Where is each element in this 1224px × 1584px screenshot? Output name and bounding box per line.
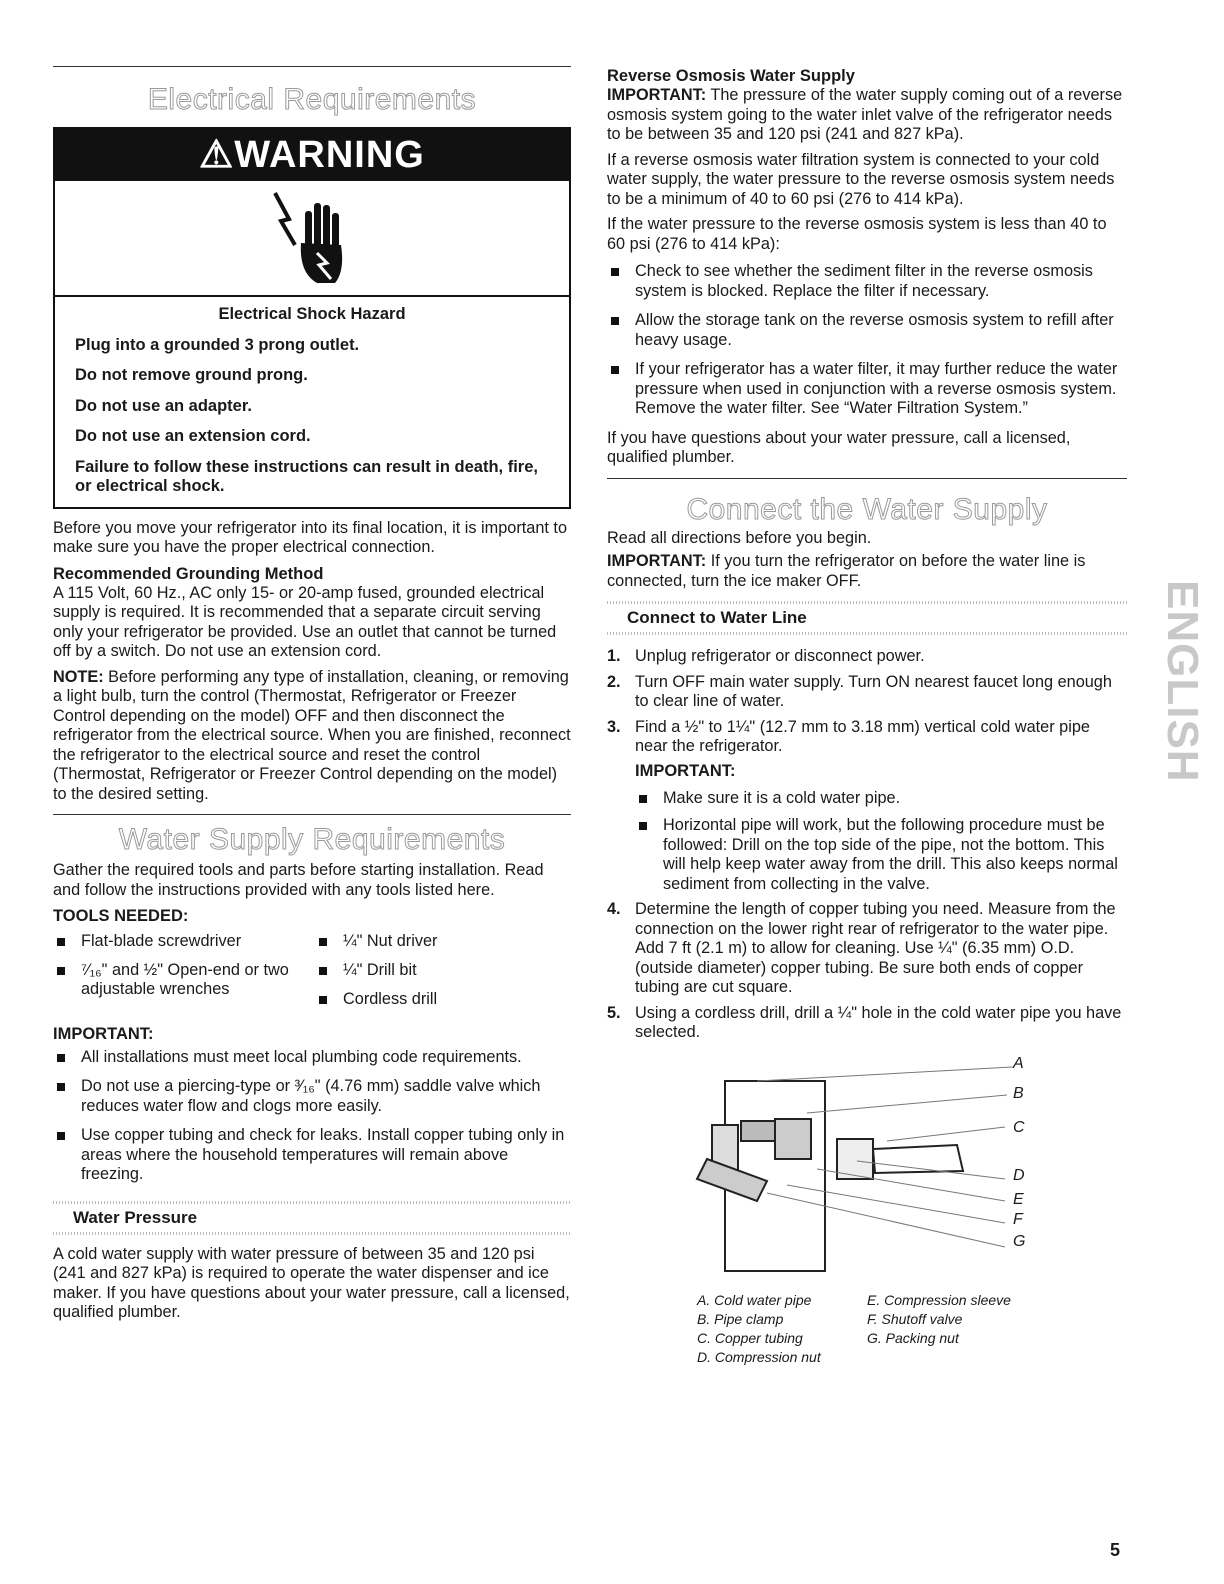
ro-item: Check to see whether the sediment filter in the reverse osmosis system is blocked. Replace the filter if necessary. bbox=[607, 262, 1127, 301]
step-text: Determine the length of copper tubing you need. Measure from the connection on the lower right rear of refrigerator to the water pipe. Add 7 ft (2.1 m) to allow for cleaning. Use ¼" (6.35 mm) O.D. (outside diameter) copper tubing. Be sure both ends of copper tubing are cut square. bbox=[635, 900, 1116, 996]
ro-closing: If you have questions about your water pressure, call a licensed, qualified plumber. bbox=[607, 428, 1071, 466]
tool-item: Cordless drill bbox=[315, 990, 555, 1010]
figure-letter-b: B bbox=[1013, 1084, 1024, 1102]
connect-important-label: IMPORTANT: bbox=[607, 552, 707, 570]
right-column bbox=[607, 66, 1127, 1367]
step-text: Using a cordless drill, drill a ¼" hole in the cold water pipe you have selected. bbox=[635, 1003, 1122, 1041]
warning-triangle-icon: ⚠ bbox=[199, 134, 235, 176]
important-item: Use copper tubing and check for leaks. Install copper tubing only in areas where the household temperatures will remain above freezing. bbox=[53, 1126, 571, 1185]
grounding-heading: Recommended Grounding Method bbox=[53, 564, 324, 583]
section-rule bbox=[53, 66, 571, 67]
figure-letter-f: F bbox=[1013, 1210, 1023, 1228]
ro-important bbox=[607, 86, 1127, 145]
connect-intro: Read all directions before you begin. bbox=[607, 528, 872, 547]
important-item: All installations must meet local plumbing code requirements. bbox=[53, 1048, 571, 1068]
pipe-connection-figure bbox=[607, 1054, 1127, 1281]
ro-heading: Reverse Osmosis Water Supply bbox=[607, 67, 855, 85]
important-item: Do not use a piercing-type or ³⁄₁₆" (4.76 mm) saddle valve which reduces water flow and clogs more easily. bbox=[53, 1077, 571, 1116]
hazard-line: Do not remove ground prong. bbox=[75, 366, 308, 384]
tool-item: ¼" Drill bit bbox=[315, 961, 555, 981]
step-item bbox=[607, 718, 1127, 757]
step-number: 4. bbox=[607, 900, 621, 918]
step-text: Find a ½" to 1¼" (12.7 mm to 3.18 mm) vertical cold water pipe near the refrigerator. bbox=[635, 717, 1090, 755]
page-number: 5 bbox=[1110, 1540, 1121, 1560]
tools-heading: TOOLS NEEDED: bbox=[53, 907, 189, 925]
step-item bbox=[607, 1004, 1127, 1043]
step-number: 1. bbox=[607, 647, 621, 665]
grounding-text: A 115 Volt, 60 Hz., AC only 15- or 20-amp fused, grounded electrical supply is required. It is recommended that a separate circuit serving only your refrigerator be provided. Use an outlet that cannot be turned off by a switch. Do not use an extension cord. bbox=[53, 583, 557, 660]
hazard-line: Do not use an extension cord. bbox=[75, 427, 311, 445]
figure-captions bbox=[697, 1291, 1127, 1367]
hazard-title: Electrical Shock Hazard bbox=[218, 305, 406, 323]
connect-important bbox=[607, 552, 1127, 591]
tool-item: Flat-blade screwdriver bbox=[53, 932, 315, 952]
step-text: Turn OFF main water supply. Turn ON nearest faucet long enough to clear line of water. bbox=[635, 672, 1112, 710]
water-intro: Gather the required tools and parts before starting installation. Read and follow the instructions provided with any tools listed here. bbox=[53, 861, 544, 899]
warning-header bbox=[55, 129, 569, 181]
language-side-tab bbox=[1150, 580, 1214, 783]
electrical-intro: Before you move your refrigerator into its final location, it is important to make sure you have the proper electrical connection. bbox=[53, 518, 567, 556]
step-item bbox=[607, 900, 1127, 998]
water-pressure-heading: Water Pressure bbox=[53, 1201, 571, 1235]
ro-important-label: IMPORTANT: bbox=[607, 86, 707, 104]
ro-paragraph: If the water pressure to the reverse osmosis system is less than 40 to 60 psi (276 to 414 kPa): bbox=[607, 215, 1107, 253]
connect-water-line-heading: Connect to Water Line bbox=[607, 601, 1127, 635]
tool-item: ⁷⁄₁₆" and ½" Open-end or two adjustable wrenches bbox=[53, 961, 291, 1000]
tools-list bbox=[53, 932, 571, 1010]
connect-important-text: If you turn the refrigerator on before the water line is connected, turn the ice maker OFF. bbox=[607, 552, 1086, 590]
caption-item: E. Compression sleeve bbox=[867, 1291, 1011, 1308]
caption-item: A. Cold water pipe bbox=[697, 1291, 812, 1308]
step-number: 2. bbox=[607, 672, 621, 691]
caption-item: G. Packing nut bbox=[867, 1329, 959, 1346]
caption-item: C. Copper tubing bbox=[697, 1329, 803, 1346]
figure-letter-e: E bbox=[1013, 1190, 1024, 1208]
note-paragraph bbox=[53, 668, 571, 805]
ro-important-text: The pressure of the water supply coming out of a reverse osmosis system going to the water inlet valve of the refrigerator needs to be between 35 and 120 psi (241 and 827 kPa). bbox=[607, 86, 1123, 143]
caption-item: D. Compression nut bbox=[697, 1348, 821, 1365]
hazard-line: Failure to follow these instructions can result in death, fire, or electrical shock. bbox=[75, 457, 538, 495]
ro-paragraph: If a reverse osmosis water filtration system is connected to your cold water supply, the water pressure to the reverse osmosis system needs to be a minimum of 40 to 60 psi (276 to 414 kPa). bbox=[607, 150, 1115, 208]
warning-label: WARNING bbox=[234, 134, 425, 176]
step-text: Unplug refrigerator or disconnect power. bbox=[635, 647, 925, 665]
ro-item: Allow the storage tank on the reverse osmosis system to refill after heavy usage. bbox=[607, 311, 1127, 350]
step3-item: Horizontal pipe will work, but the following procedure must be followed: Drill on the top side of the pipe, not the bottom. This will help keep water away from the drill. This also keeps normal sediment from collecting in the valve. bbox=[635, 816, 1127, 894]
warning-box bbox=[53, 127, 571, 509]
figure-letter-d: D bbox=[1013, 1166, 1025, 1184]
water-pressure-text: A cold water supply with water pressure of between 35 and 120 psi (241 and 827 kPa) is required to operate the water dispenser and ice maker. If you have questions about your water pressure, call a licensed, qualified plumber. bbox=[53, 1244, 570, 1321]
step-number: 3. bbox=[607, 717, 621, 736]
left-column bbox=[53, 66, 571, 1323]
caption-item: F. Shutoff valve bbox=[867, 1310, 963, 1327]
electric-shock-hand-icon bbox=[255, 183, 375, 293]
note-text: Before performing any type of installation, cleaning, or removing a light bulb, turn the control (Thermostat, Refrigerator or Freezer Control depending on the model) OFF and then disconnect the refrigerator from the electrical source. When you are finished, reconnect the refrigerator to the electrical source and reset the control (Thermostat, Refrigerator or Freezer Control depending on the model) to the desired setting. bbox=[53, 667, 571, 803]
section-rule bbox=[607, 478, 1127, 479]
important-heading: IMPORTANT: bbox=[53, 1024, 154, 1043]
connect-water-supply-title: Connect the Water Supply bbox=[686, 492, 1048, 526]
caption-item: B. Pipe clamp bbox=[697, 1310, 784, 1327]
figure-letter-c: C bbox=[1013, 1118, 1025, 1136]
hazard-line: Plug into a grounded 3 prong outlet. bbox=[75, 335, 360, 354]
step3-item: Make sure it is a cold water pipe. bbox=[635, 789, 1127, 809]
step-item bbox=[607, 673, 1127, 712]
warning-body bbox=[55, 297, 569, 507]
language-tab-label: ENGLISH bbox=[1158, 580, 1207, 783]
step3-important-heading: IMPORTANT: bbox=[635, 761, 736, 780]
water-supply-title: Water Supply Requirements bbox=[118, 823, 506, 856]
figure-letter-g: G bbox=[1013, 1232, 1026, 1250]
electrical-requirements-title: Electrical Requirements bbox=[147, 83, 477, 116]
hazard-line: Do not use an adapter. bbox=[75, 396, 252, 415]
figure-letter-a: A bbox=[1013, 1054, 1024, 1072]
step-item bbox=[607, 647, 1127, 667]
saddle-valve-illustration bbox=[607, 1061, 1037, 1281]
tool-item: ¼" Nut driver bbox=[315, 932, 555, 952]
ro-item: If your refrigerator has a water filter, it may further reduce the water pressure when used in conjunction with a reverse osmosis system. Remove the water filter. See “Water Filtration System.” bbox=[607, 360, 1127, 419]
note-label: NOTE: bbox=[53, 667, 104, 686]
section-rule bbox=[53, 814, 571, 815]
shock-hazard-pictogram bbox=[55, 181, 569, 297]
step-number: 5. bbox=[607, 1003, 621, 1022]
